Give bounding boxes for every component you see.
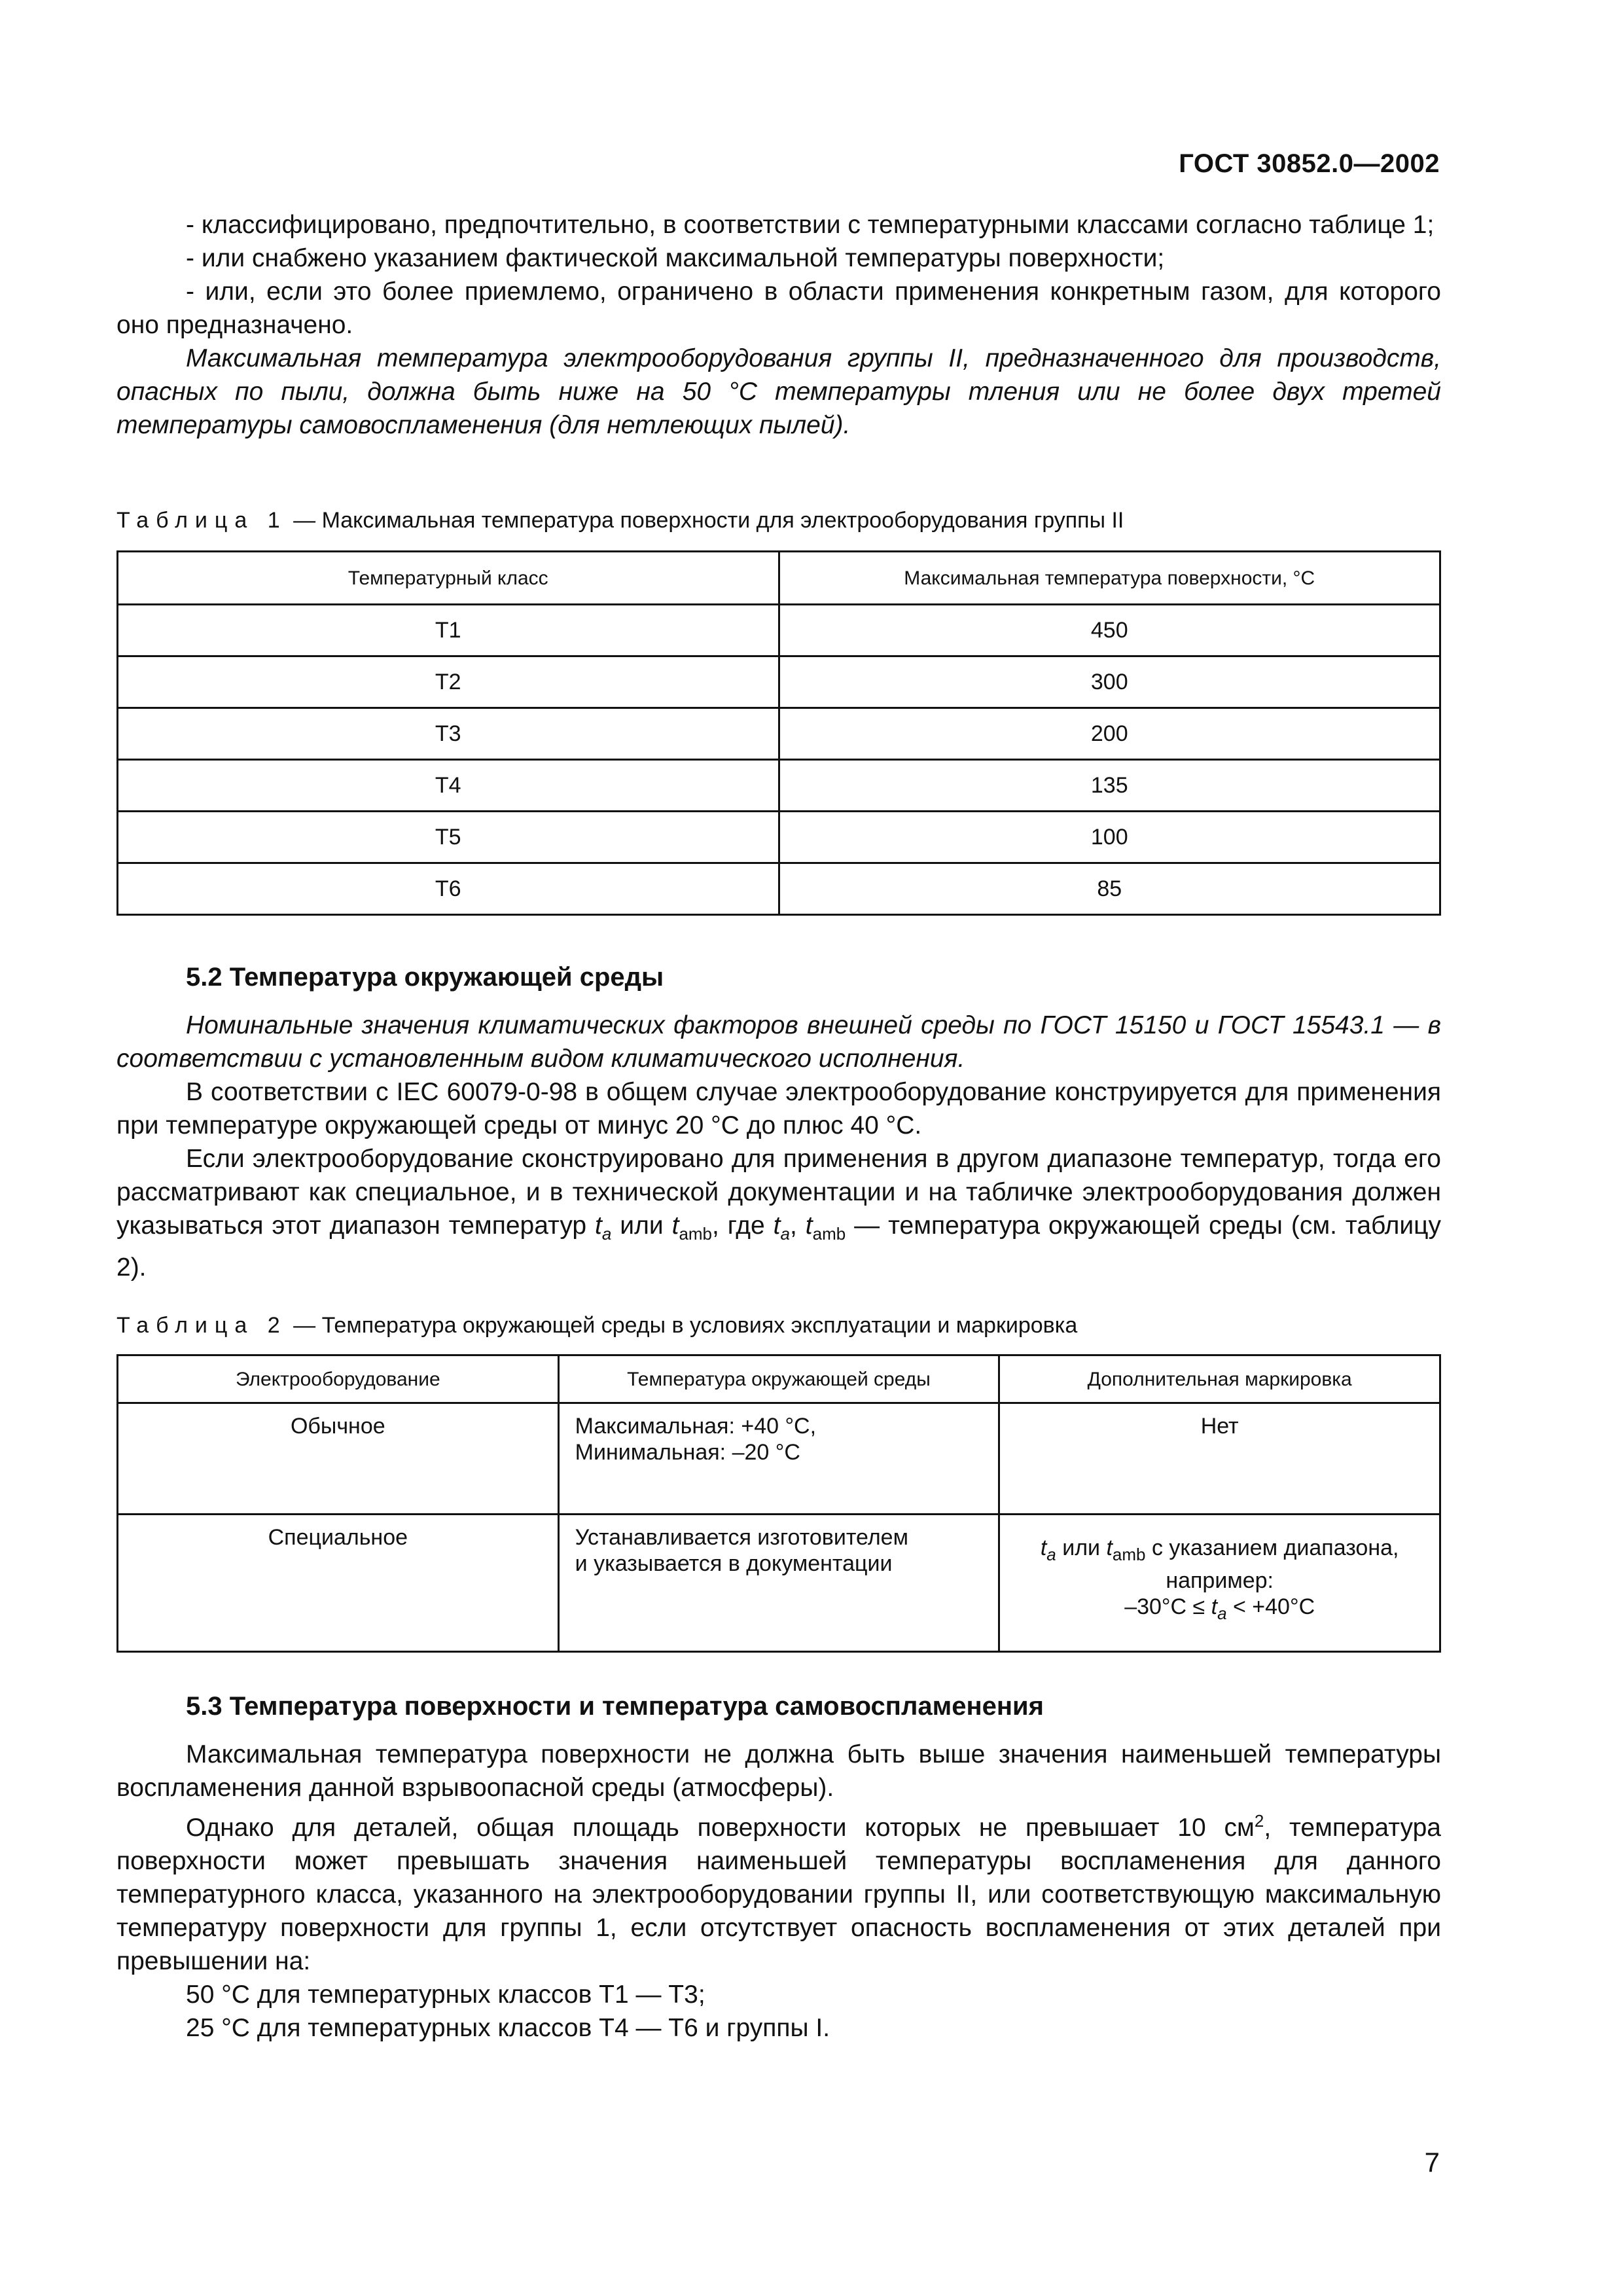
table-cell: Т2 bbox=[118, 656, 779, 708]
table-cell: Обычное bbox=[118, 1403, 559, 1515]
column-header: Дополнительная маркировка bbox=[999, 1355, 1440, 1403]
table-row bbox=[118, 656, 1440, 708]
table2 bbox=[116, 1354, 1441, 1653]
table-cell: Нет bbox=[999, 1403, 1440, 1515]
marking-range: $-30^\circ С \le t_a < +40^\circ С$ bbox=[1124, 1594, 1315, 1623]
paragraph: Однако для деталей, общая площадь поверхности которых не превышает 10 $см^2$, температура поверхности может превышать значения наименьшей температуры воспламенения для данного температурного класса, указанного на электрооборудовании группы II, или соответствующую максимальную температуру поверхности для группы 1, если отсутствует опасность воспламенения от этих деталей при превышении на: bbox=[116, 1811, 1441, 1975]
table-cell: Устанавливается изготовителем и указывается в документации bbox=[558, 1515, 999, 1652]
intro-block bbox=[116, 208, 1441, 442]
table-row bbox=[118, 1515, 1440, 1652]
list-item: 25 °С для температурных классов Т4 — Т6 и группы I. bbox=[186, 2014, 830, 2042]
section-heading: 5.2 Температура окружающей среды bbox=[186, 963, 664, 992]
table-cell: Т4 bbox=[118, 760, 779, 812]
document-id: ГОСТ 30852.0—2002 bbox=[1179, 149, 1440, 178]
intro-item: - классифицировано, предпочтительно, в соответствии с температурными классами согласно таблице 1; bbox=[186, 211, 1435, 239]
table-row bbox=[118, 708, 1440, 760]
table-cell: 135 bbox=[779, 760, 1440, 812]
table-header-row bbox=[118, 552, 1440, 605]
intro-item: - или снабжено указанием фактической максимальной температуры поверхности; bbox=[186, 244, 1165, 272]
table-cell: 450 bbox=[779, 605, 1440, 656]
intro-italic-paragraph: Максимальная температура электрооборудования группы II, предназначенного для производств, опасных по пыли, должна быть ниже на 50 °С температуры тления или не более двух третей температуры самовоспламенения (для нетлеющих пылей). bbox=[116, 344, 1441, 439]
paragraph: В соответствии с IEC 60079-0-98 в общем случае электрооборудование конструируется для применения при температуре окружающей среды от минус 20 °С до плюс 40 °С. bbox=[116, 1078, 1441, 1139]
paragraph-range: Если электрооборудование сконструировано для применения в другом диапазоне температур, тогда его рассматривают как специальное, и в технической документации и на табличке электрооборудования должен указываться этот диапазон температур $t_a$ или $t_{amb}$, где $t_a$, $t_{amb}$ — температура окружающей среды (см. таблицу 2). bbox=[116, 1145, 1442, 1282]
section-heading: 5.3 Температура поверхности и температура самовоспламенения bbox=[186, 1692, 1044, 1721]
table-row bbox=[118, 812, 1440, 863]
table-row bbox=[118, 605, 1440, 656]
table2-block bbox=[116, 1309, 1441, 1653]
intro-item: - или, если это более приемлемо, ограничено в области применения конкретным газом, для которого оно предназначено. bbox=[116, 278, 1441, 339]
column-header: Электрооборудование bbox=[118, 1355, 559, 1403]
table-row bbox=[118, 760, 1440, 812]
table-row bbox=[118, 863, 1440, 915]
page-number: 7 bbox=[1424, 2147, 1440, 2178]
table1-caption: Таблица 1 — Максимальная температура поверхности для электрооборудования группы II bbox=[116, 508, 1124, 533]
section-5-3 bbox=[116, 1690, 1441, 2045]
marking-line: $t_a$ или $t_{amb}$ с указанием диапазона, bbox=[1040, 1535, 1399, 1564]
table-cell: Т6 bbox=[118, 863, 779, 915]
table2-caption: Таблица 2 — Температура окружающей среды в условиях эксплуатации и маркировка bbox=[116, 1313, 1078, 1338]
column-header: Максимальная температура поверхности, °С bbox=[779, 552, 1440, 605]
table1 bbox=[116, 550, 1441, 916]
paragraph: Максимальная температура поверхности не должна быть выше значения наименьшей температуры воспламенения данной взрывоопасной среды (атмосферы). bbox=[116, 1740, 1441, 1802]
table-cell: Т3 bbox=[118, 708, 779, 760]
table-cell: Т1 bbox=[118, 605, 779, 656]
table-header-row bbox=[118, 1355, 1440, 1403]
table-cell: 200 bbox=[779, 708, 1440, 760]
table1-block bbox=[116, 504, 1441, 916]
table-cell: 85 bbox=[779, 863, 1440, 915]
column-header: Температура окружающей среды bbox=[558, 1355, 999, 1403]
table-cell: Специальное bbox=[118, 1515, 559, 1652]
table-cell: $t_a$ или $t_{amb}$ с указанием диапазона, например: $-30^\circ С \le t_a < +40^\circ С$ bbox=[999, 1515, 1440, 1652]
table-cell: Т5 bbox=[118, 812, 779, 863]
table-cell: 300 bbox=[779, 656, 1440, 708]
table-cell: Максимальная: +40 °С, Минимальная: –20 °С bbox=[558, 1403, 999, 1515]
italic-paragraph: Номинальные значения климатических факторов внешней среды по ГОСТ 15150 и ГОСТ 15543.1 — в соответствии с установленным видом климатического исполнения. bbox=[116, 1011, 1441, 1073]
list-item: 50 °С для температурных классов Т1 — Т3; bbox=[186, 1981, 705, 2009]
section-5-2 bbox=[116, 961, 1441, 1284]
column-header: Температурный класс bbox=[118, 552, 779, 605]
table-cell: 100 bbox=[779, 812, 1440, 863]
table-row bbox=[118, 1403, 1440, 1515]
